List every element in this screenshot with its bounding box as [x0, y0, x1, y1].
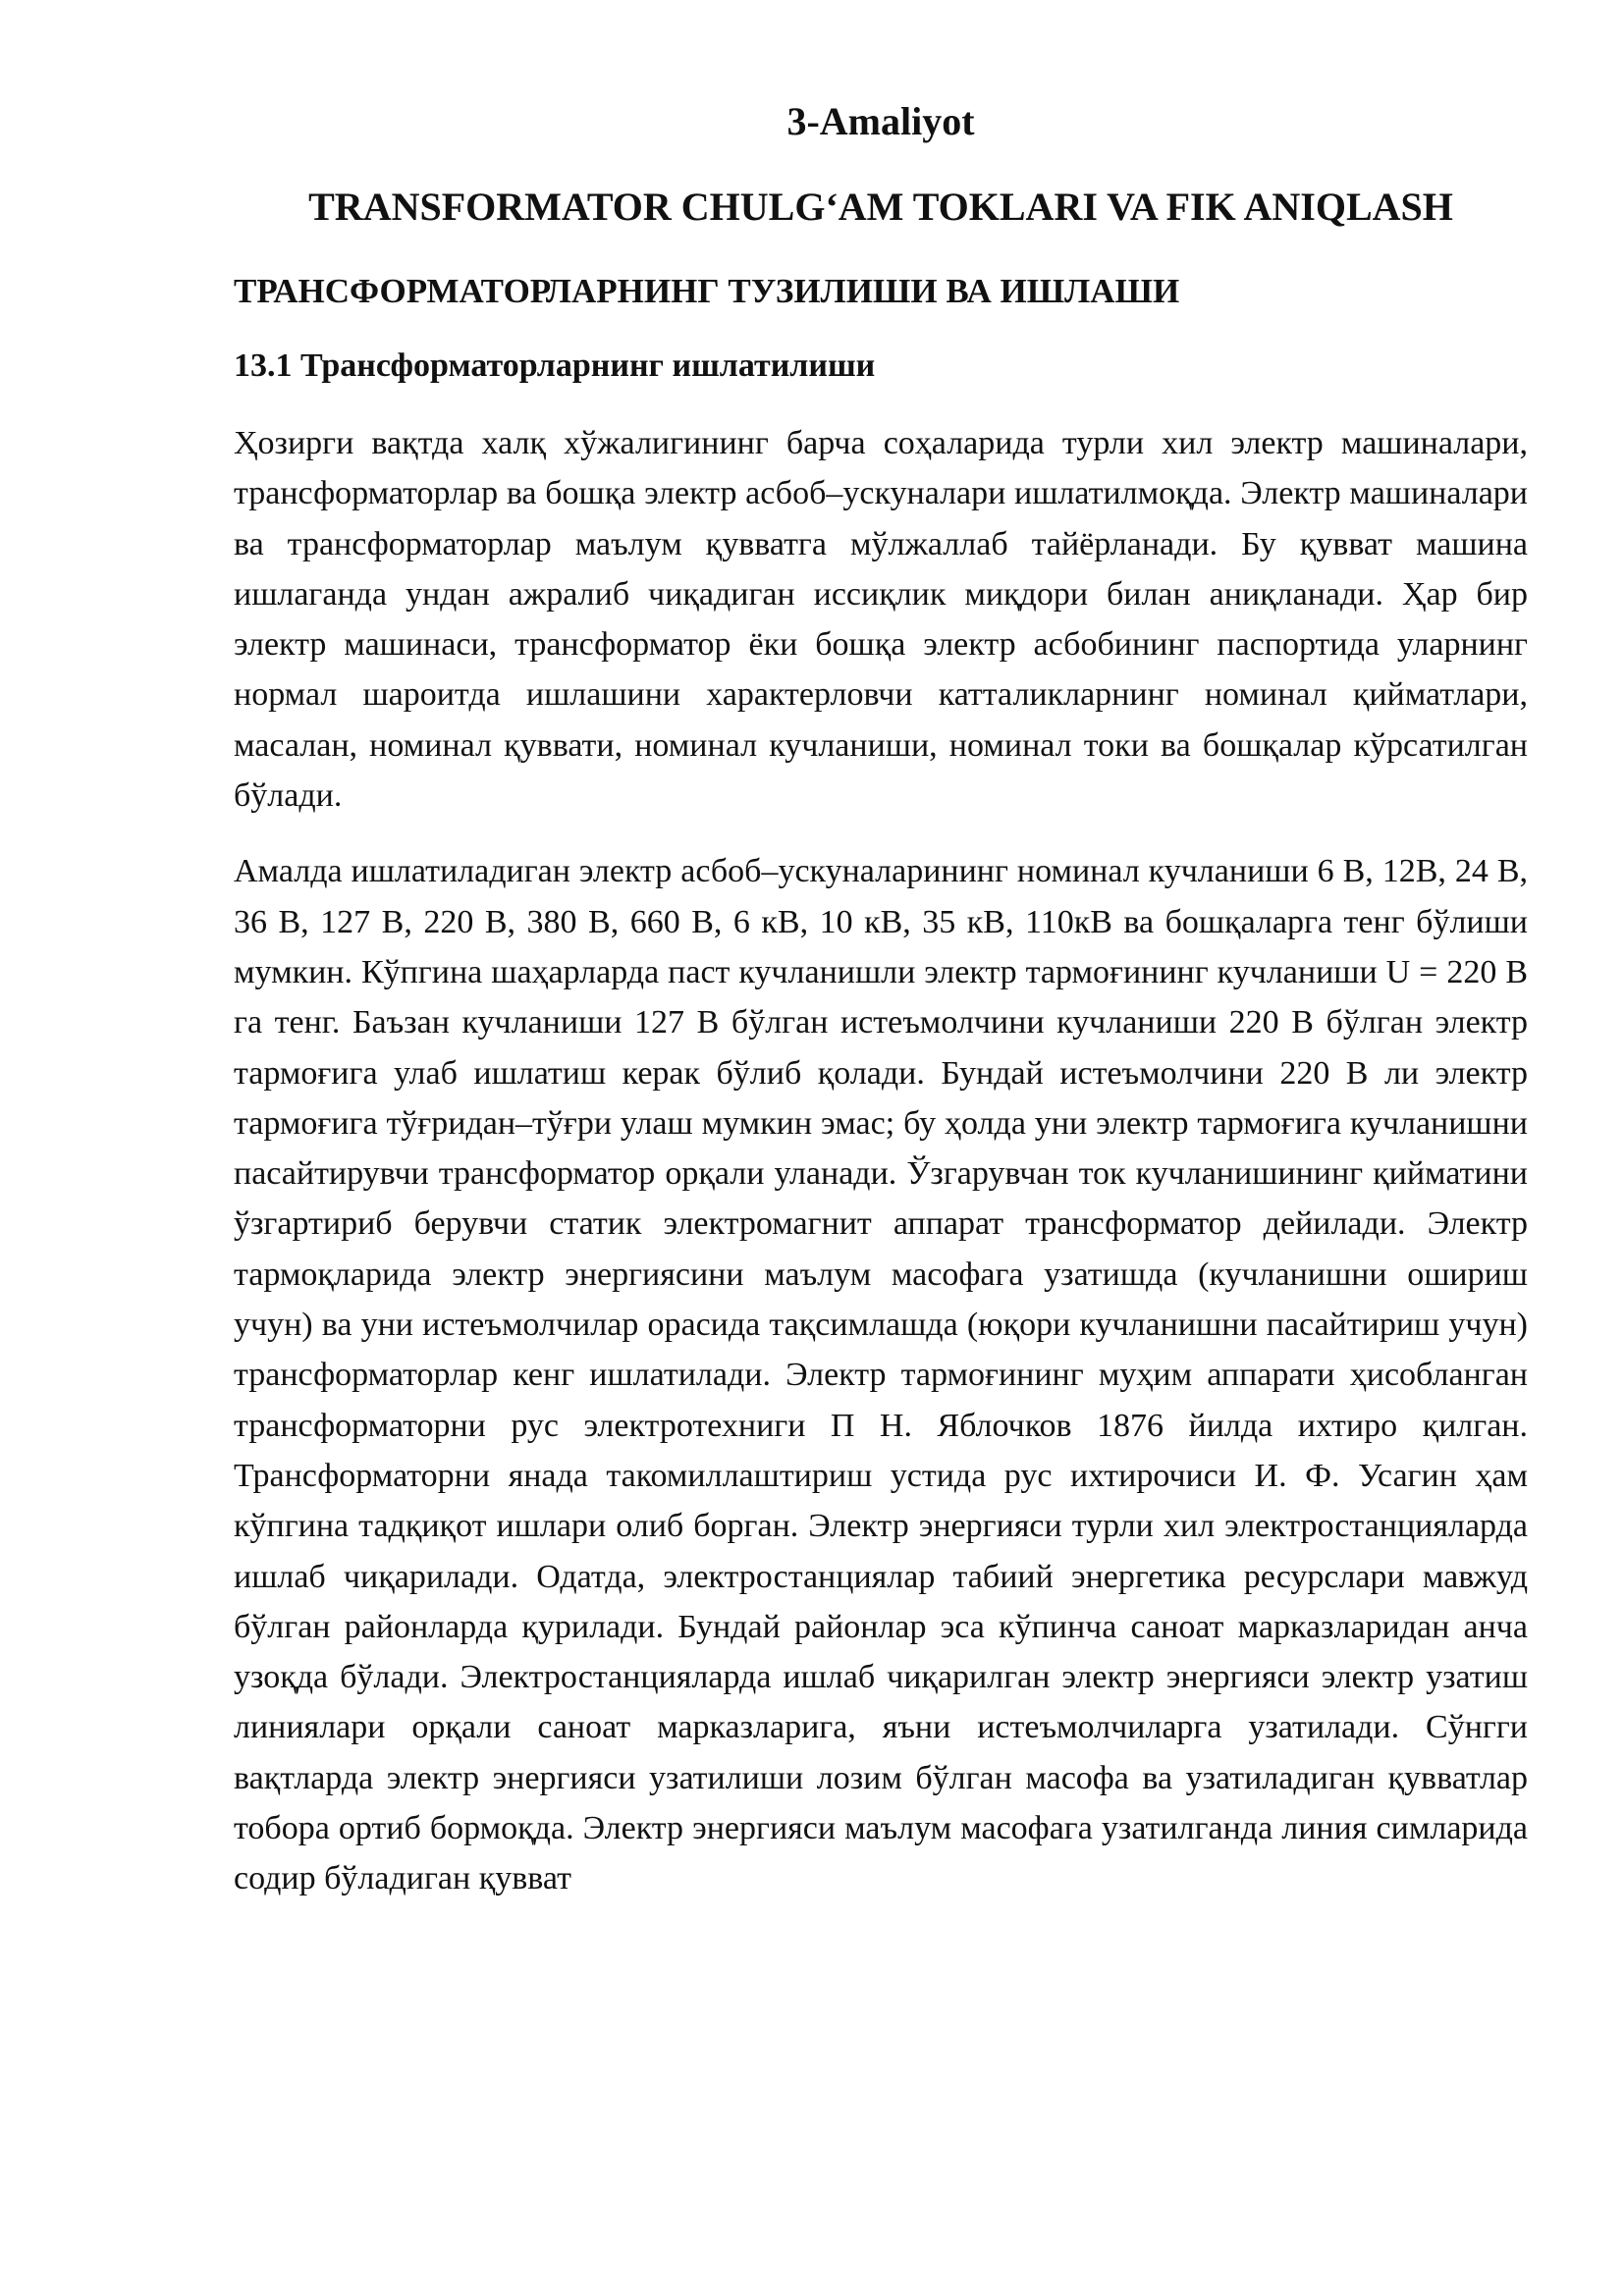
section-title: 13.1 Трансформаторларнинг ишлатилиши: [234, 347, 876, 384]
chapter-title: ТРАНСФОРМАТОРЛАРНИНГ ТУЗИЛИШИ ВА ИШЛАШИ: [234, 272, 1180, 310]
body-paragraph: Ҳозирги вақтда халқ хўжалигининг барча соҳаларида турли хил электр машиналари, трансформаторлар ва бошқа электр асбоб–ускуналари ишлатилмоқда. Электр машиналари ва трансформаторлар маълум қувватга мўлжаллаб тайёрланади. Бу қувват машина ишлаганда ундан ажралиб чиқадиган иссиқлик миқдори билан аниқланади. Ҳар бир электр машинаси, трансформатор ёки бошқа электр асбобининг паспортида уларнинг нормал шароитда ишлашини характерловчи катталикларнинг номинал қийматлари, масалан, номинал қуввати, номинал кучланиши, номинал токи ва бошқалар кўрсатилган бўлади.: [234, 425, 1528, 815]
body-paragraph: Амалда ишлатиладиган электр асбоб–ускуналарининг номинал кучланиши 6 В, 12В, 24 В, 36 В, 127 В, 220 В, 380 В, 660 В, 6 кВ, 10 кВ, 35 кВ, 110кВ ва бошқаларга тенг бўлиши мумкин. Кўпгина шаҳарларда паст кучланишли электр тармоғининг кучланиши U = 220 В га тенг. Баъзан кучланиши 127 В бўлган истеъмолчини кучланиши 220 В бўлган электр тармоғига улаб ишлатиш керак бўлиб қолади. Бундай истеъмолчини 220 В ли электр тармоғига тўғридан–тўғри улаш мумкин эмас; бу ҳолда уни электр тармоғига кучланишни пасайтирувчи трансформатор орқали уланади. Ўзгарувчан ток кучланишининг қийматини ўзгартириб берувчи статик электромагнит аппарат трансформатор дейилади. Электр тармоқларида электр энергиясини маълум масофага узатишда (кучланишни ошириш учун) ва уни истеъмолчилар орасида тақсимлашда (юқори кучланишни пасайтириш учун) трансформаторлар кенг ишлатилади. Электр тармоғининг муҳим аппарати ҳисобланган трансформаторни рус электротехниги П Н. Яблочков 1876 йилда ихтиро қилган. Трансформаторни янада такомиллаштириш устида рус ихтирочиси И. Ф. Усагин ҳам кўпгина тадқиқот ишлари олиб борган. Электр энергияси турли хил электростанцияларда ишлаб чиқарилади. Одатда, электростанциялар табиий энергетика ресурслари мавжуд бўлган районларда қурилади. Бундай районлар эса кўпинча саноат марказларидан анча узоқда бўлади. Электростанцияларда ишлаб чиқарилган электр энергияси электр узатиш линиялари орқали саноат марказларига, яъни истеъмолчиларга узатилади. Сўнгги вақтларда электр энергияси узатилиши лозим бўлган масофа ва узатиладиган қувватлар тобора ортиб бормоқда. Электр энергияси маълум масофага узатилганда линия симларида содир бўладиган қувват: [234, 853, 1528, 1897]
document-page: [234, 94, 1528, 1930]
practice-title: 3-Amaliyot: [786, 99, 975, 143]
main-title: TRANSFORMATOR CHULG‘AM TOKLARI VA FIK ANIQLASH: [308, 185, 1453, 229]
